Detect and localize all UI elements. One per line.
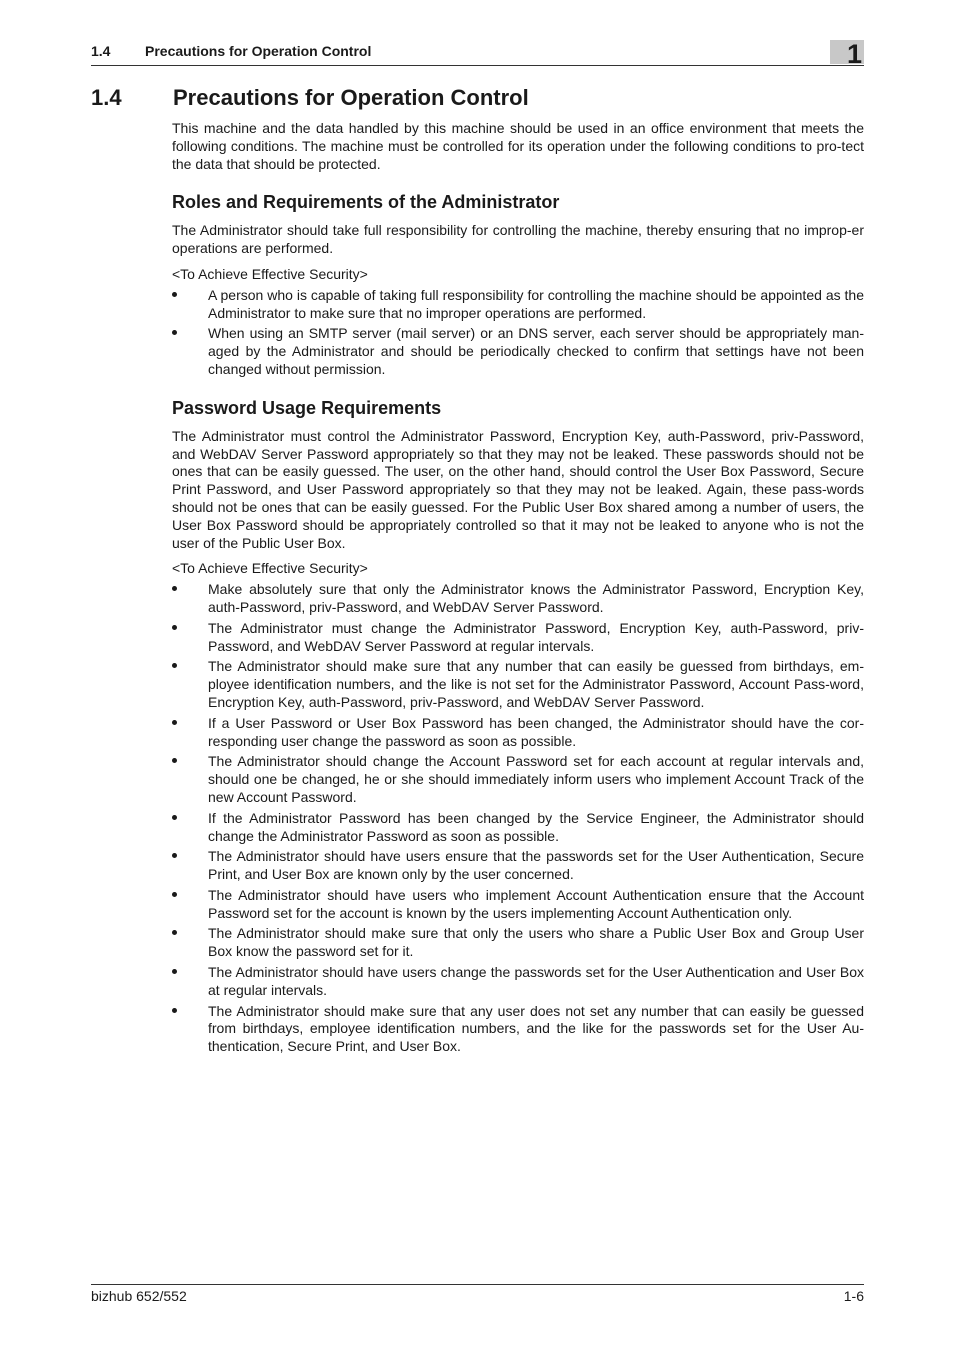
security-label: <To Achieve Effective Security> — [172, 265, 368, 282]
bullet-icon — [172, 292, 177, 297]
page-title-number: 1.4 — [91, 85, 122, 110]
list-item: If the Administrator Password has been changed by the Service Engineer, the Administrator should change the Administrator Password as soon as possible. — [172, 810, 864, 846]
bullet-icon — [172, 853, 177, 858]
password-paragraph: The Administrator must control the Administrator Password, Encryption Key, auth-Password, priv-Password, and WebDAV Server Password appropriately so that they may not be leaked. These passwords should not be ones that can be easily guessed. The user, on the other hand, should control the User Box Password, Secure Print Password, and User Password appropriately so that they may not be leaked. Again, these pass-words should not be ones that can be easily guessed. For the Public User Box shared among a number of users, the User Box Password should be appropriately controlled so that it may not be leaked to anyone who is not the user of the Public User Box. — [172, 427, 864, 551]
list-item: A person who is capable of taking full responsibility for controlling the machine should be appointed as the Administrator to make sure that no improper operations are performed. — [172, 287, 864, 323]
intro-paragraph: This machine and the data handled by this machine should be used in an office environment that meets the following conditions. The machine must be controlled for its operation under the following conditions to pro-tect the data that should be protected. — [172, 120, 864, 172]
list-item: The Administrator should make sure that only the users who share a Public User Box and Group User Box know the password set for it. — [172, 925, 864, 961]
page-title-text: Precautions for Operation Control — [173, 85, 529, 110]
chapter-tab: 1 — [830, 40, 864, 64]
bullet-icon — [172, 815, 177, 820]
roles-paragraph: The Administrator should take full responsibility for controlling the machine, thereby ensuring that no improp-er operations are performed. — [172, 222, 864, 257]
list-item: The Administrator should have users ensure that the passwords set for the User Authentication, Secure Print, and User Box are known only by the user concerned. — [172, 848, 864, 884]
footer-page-number: 1-6 — [843, 1288, 864, 1304]
list-item: Make absolutely sure that only the Administrator knows the Administrator Password, Encryption Key, auth-Password, priv-Password, and WebDAV Server Password. — [172, 581, 864, 617]
page-footer — [91, 1284, 864, 1304]
header-section-title: Precautions for Operation Control — [145, 43, 372, 59]
bullet-icon — [172, 586, 177, 591]
bullet-icon — [172, 1008, 177, 1013]
bullet-icon — [172, 758, 177, 763]
list-item: The Administrator should make sure that any number that can easily be guessed from birthdays, em-ployee identification numbers, and the like is not set for the Administrator Password, Account Pass-word, Encryption Key, auth-Password, priv-Password, and WebDAV Server Password. — [172, 658, 864, 711]
bullet-icon — [172, 663, 177, 668]
main-content — [172, 120, 864, 1059]
running-header — [91, 39, 864, 69]
list-item: The Administrator must change the Administrator Password, Encryption Key, auth-Password, priv-Password, and WebDAV Server Password at regular intervals. — [172, 620, 864, 656]
password-heading: Password Usage Requirements — [172, 397, 442, 418]
bullet-icon — [172, 330, 177, 335]
page-title — [91, 85, 529, 111]
list-item: The Administrator should have users who implement Account Authentication ensure that the Account Password set for the account is known by the users implementing Account Authentication only. — [172, 887, 864, 923]
list-item: The Administrator should have users change the passwords set for the User Authentication and User Box at regular intervals. — [172, 964, 864, 1000]
list-item: The Administrator should change the Account Password set for each account at regular intervals and, should one be changed, he or she should immediately inform users who implement Account Track of the new Account Password. — [172, 753, 864, 806]
header-section-number: 1.4 — [91, 43, 111, 59]
footer-product: bizhub 652/552 — [91, 1288, 187, 1304]
list-item: When using an SMTP server (mail server) or an DNS server, each server should be appropriately man-aged by the Administrator and should be periodically checked to confirm that settings have not been changed without permission. — [172, 325, 864, 378]
security-label: <To Achieve Effective Security> — [172, 560, 368, 577]
list-item: The Administrator should make sure that any user does not set any number that can easily be guessed from birthdays, employee identification numbers, and the like for the passwords set for the User Au-thentication, Secure Print, and User Box. — [172, 1003, 864, 1056]
bullet-icon — [172, 625, 177, 630]
bullet-icon — [172, 892, 177, 897]
bullet-icon — [172, 720, 177, 725]
roles-heading: Roles and Requirements of the Administrator — [172, 192, 560, 213]
roles-bullet-list — [172, 287, 864, 379]
bullet-icon — [172, 969, 177, 974]
password-bullet-list — [172, 581, 864, 1056]
bullet-icon — [172, 930, 177, 935]
list-item: If a User Password or User Box Password has been changed, the Administrator should have the cor-responding user change the password as soon as possible. — [172, 715, 864, 751]
